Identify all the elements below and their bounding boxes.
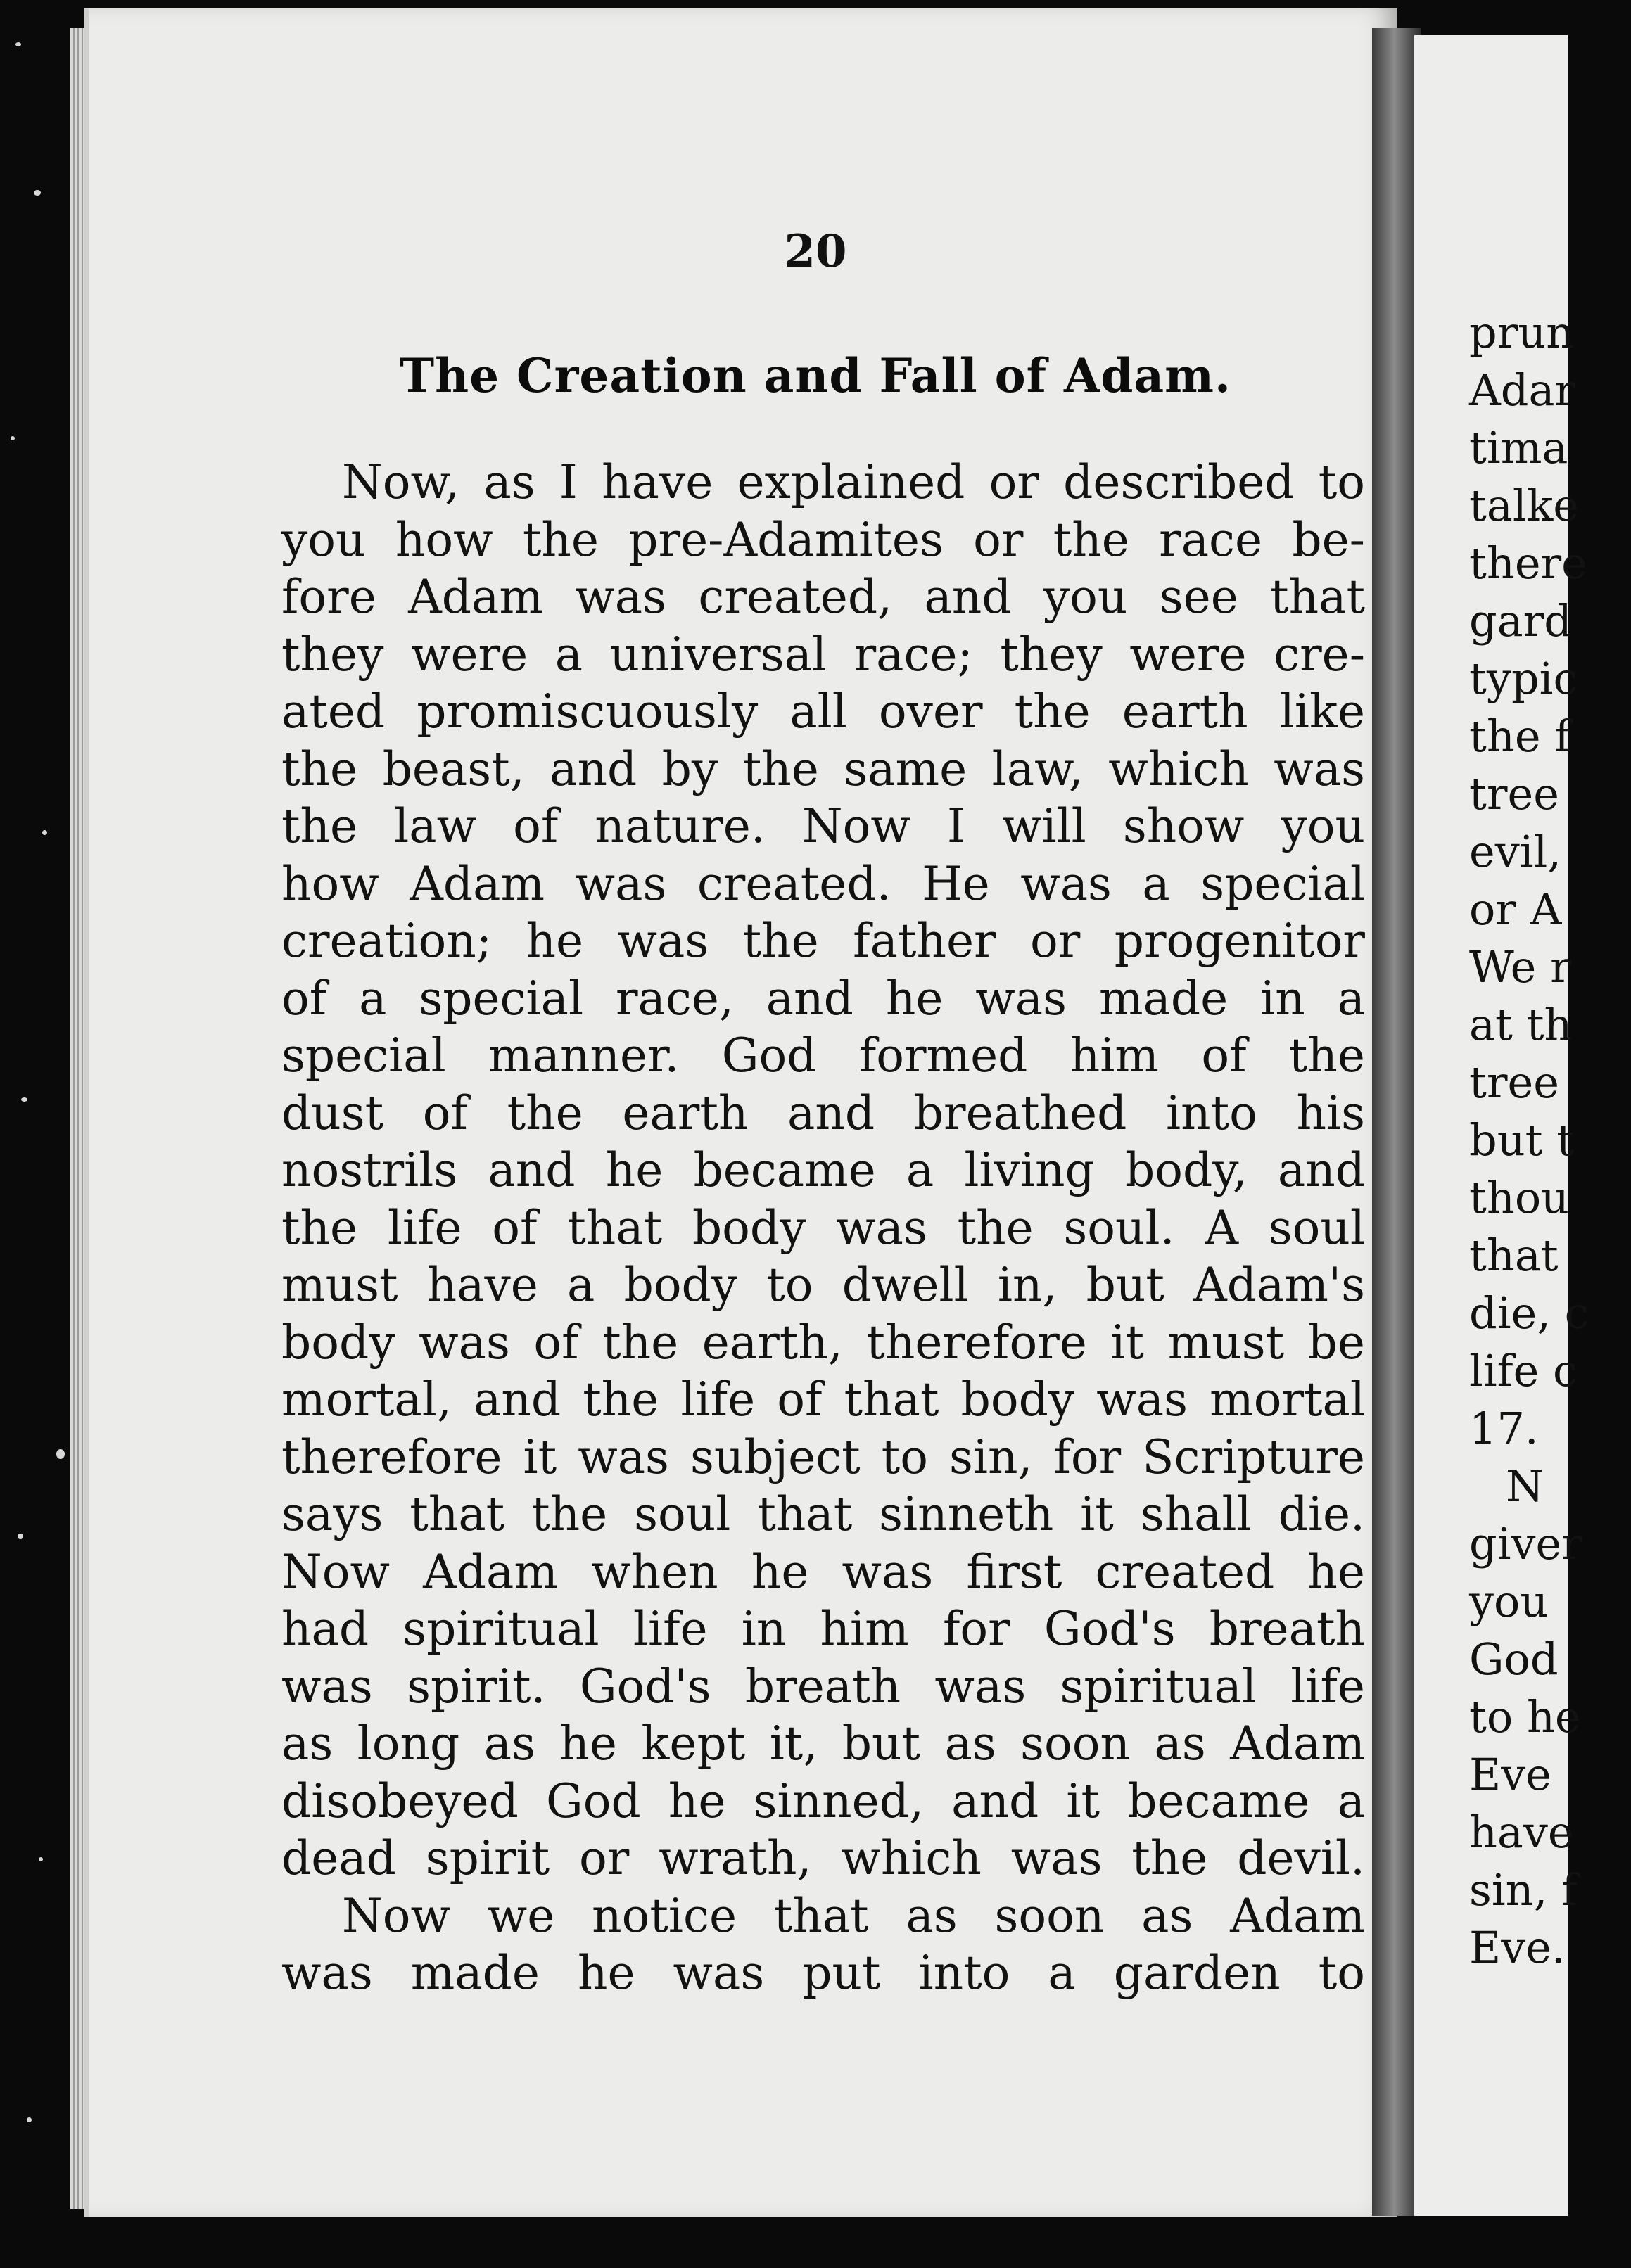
right-text-line: N bbox=[1506, 1460, 1544, 1512]
scan-speck bbox=[11, 436, 15, 440]
right-text-line: die, c bbox=[1469, 1287, 1589, 1339]
scan-speck bbox=[15, 42, 21, 46]
text-line: fore Adam was created, and you see that bbox=[281, 570, 1365, 624]
right-text-line: giver bbox=[1469, 1518, 1582, 1569]
text-line: how Adam was created. He was a special bbox=[281, 856, 1365, 911]
text-line: says that the soul that sinneth it shall die. bbox=[281, 1487, 1365, 1541]
right-text-line: evil, bbox=[1469, 826, 1562, 877]
scan-speck bbox=[18, 1534, 23, 1539]
text-line: they were a universal race; they were cre- bbox=[281, 627, 1365, 682]
right-page-text bbox=[1469, 304, 1589, 1977]
text-line: ated promiscuously all over the earth like bbox=[281, 684, 1365, 739]
scan-speck bbox=[27, 2117, 32, 2122]
text-line: mortal, and the life of that body was mortal bbox=[281, 1372, 1365, 1427]
text-line: disobeyed God he sinned, and it became a bbox=[281, 1773, 1365, 1828]
scan-speck bbox=[34, 190, 41, 196]
right-text-line: there bbox=[1469, 537, 1587, 589]
right-text-line: that bbox=[1469, 1230, 1559, 1281]
right-text-line: We r bbox=[1469, 941, 1571, 993]
text-line: as long as he kept it, but as soon as Adam bbox=[281, 1716, 1365, 1771]
text-line: dead spirit or wrath, which was the devil. bbox=[281, 1831, 1365, 1885]
right-text-line: tima bbox=[1469, 422, 1568, 473]
right-text-line: at th bbox=[1469, 999, 1573, 1050]
right-text-line: or A bbox=[1469, 884, 1562, 935]
right-text-line: tree bbox=[1469, 1057, 1559, 1108]
text-line: therefore it was subject to sin, for Scripture bbox=[281, 1429, 1365, 1484]
text-line: Now, as I have explained or described to bbox=[342, 455, 1365, 509]
right-text-line: gard bbox=[1469, 595, 1572, 646]
text-line: Now Adam when he was first created he bbox=[281, 1544, 1365, 1599]
right-text-line: Eve bbox=[1469, 1749, 1551, 1800]
text-line: was spirit. God's breath was spiritual life bbox=[281, 1659, 1365, 1714]
text-line: must have a body to dwell in, but Adam's bbox=[281, 1258, 1365, 1312]
text-line: body was of the earth, therefore it must be bbox=[281, 1315, 1365, 1370]
scan-speck bbox=[56, 1449, 65, 1459]
scan-speck bbox=[42, 830, 47, 835]
text-line: the beast, and by the same law, which was bbox=[281, 741, 1365, 796]
right-text-line: have bbox=[1469, 1807, 1574, 1858]
text-line: had spiritual life in him for God's breath bbox=[281, 1602, 1365, 1656]
text-line: the life of that body was the soul. A soul bbox=[281, 1200, 1365, 1255]
right-text-line: Adar bbox=[1469, 364, 1576, 416]
text-line: special manner. God formed him of the bbox=[281, 1028, 1365, 1083]
right-text-line: 17. bbox=[1469, 1403, 1539, 1454]
text-line: Now we notice that as soon as Adam bbox=[342, 1888, 1365, 1943]
right-text-line: to he bbox=[1469, 1691, 1581, 1743]
right-text-line: prun bbox=[1469, 307, 1575, 358]
right-text-line: you bbox=[1469, 1576, 1549, 1627]
text-line: creation; he was the father or progenitor bbox=[281, 914, 1365, 968]
right-text-line: talke bbox=[1469, 480, 1579, 531]
text-line: the law of nature. Now I will show you bbox=[281, 799, 1365, 853]
right-text-line: tree bbox=[1469, 768, 1559, 820]
scan-speck bbox=[39, 1857, 43, 1861]
body-text bbox=[281, 454, 1365, 2002]
right-text-line: sin, f bbox=[1469, 1864, 1578, 1916]
right-text-line: thou bbox=[1469, 1172, 1570, 1223]
text-line: you how the pre-Adamites or the race be- bbox=[281, 512, 1365, 567]
chapter-heading: The Creation and Fall of Adam. bbox=[399, 348, 1231, 403]
right-text-line: typic bbox=[1469, 653, 1578, 704]
text-line: was made he was put into a garden to bbox=[281, 1946, 1365, 2000]
text-line: dust of the earth and breathed into his bbox=[281, 1085, 1365, 1140]
right-text-line: God bbox=[1469, 1633, 1559, 1685]
text-line: of a special race, and he was made in a bbox=[281, 971, 1365, 1026]
right-text-line: but t bbox=[1469, 1114, 1575, 1166]
right-text-line: Eve. bbox=[1469, 1922, 1566, 1973]
scan-speck bbox=[21, 1097, 27, 1102]
right-text-line: life c bbox=[1469, 1345, 1578, 1396]
page-number: 20 bbox=[784, 225, 847, 278]
right-text-line: the f bbox=[1469, 711, 1571, 762]
text-line: nostrils and he became a living body, and bbox=[281, 1143, 1365, 1197]
